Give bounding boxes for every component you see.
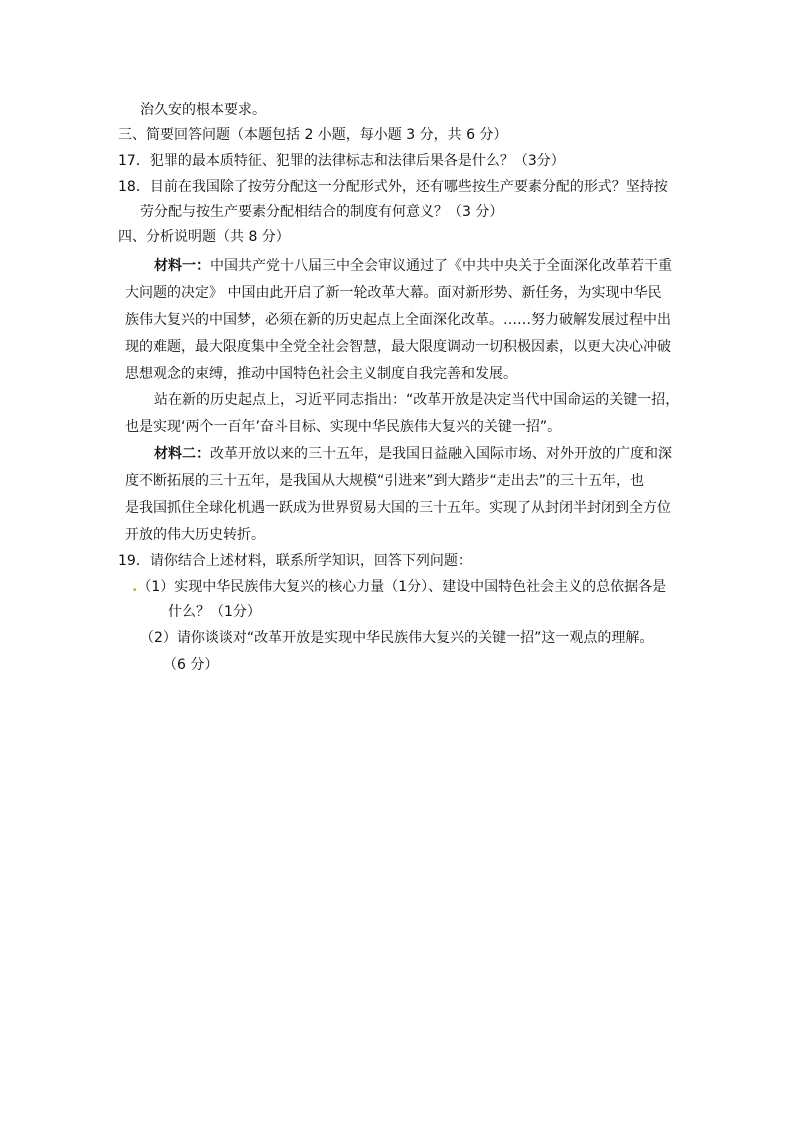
text-line: 站在新的历史起点上，习近平同志指出：“改革开放是决定当代中国命运的关键一招， — [154, 392, 680, 408]
question-18: 18．目前在我国除了按劳分配这一分配形式外，还有哪些按生产要素分配的形式？坚持按 — [118, 179, 668, 195]
text-line: 思想观念的束缚，推动中国特色社会主义制度自我完善和发展。 — [125, 366, 517, 382]
section-heading: 四、分析说明题（共 8 分） — [118, 229, 290, 245]
section-heading: 三、简要回答问题（本题包括 2 小题，每小题 3 分，共 6 分） — [118, 127, 508, 143]
text-line: 劳分配与按生产要素分配相结合的制度有何意义？（3 分） — [140, 204, 504, 220]
text-line: 是我国抓住全球化机遇一跃成为世界贸易大国的三十五年。实现了从封闭半封闭到全方位 — [125, 500, 671, 516]
text-line: 现的难题，最大限度集中全党全社会智慧，最大限度调动一切积极因素，以更大决心冲破 — [125, 339, 671, 355]
question-19: 19．请你结合上述材料，联系所学知识，回答下列问题： — [118, 553, 472, 569]
text-line: 开放的伟大历史转折。 — [125, 527, 265, 543]
text-line: 大问题的决定》 中国由此开启了新一轮改革大幕。面对新形势、新任务，为实现中华民 — [125, 285, 662, 301]
mark-dot: . — [132, 579, 138, 595]
text-line: 也是实现‘两个一百年’奋斗目标、实现中华民族伟大复兴的关键一招”。 — [125, 419, 562, 435]
material-label: 材料一： — [154, 258, 210, 274]
material-one-line — [154, 256, 672, 276]
text-line: 度不断拓展的三十五年，是我国从大规模“引进来”到大踏步“走出去”的三十五年，也 — [125, 473, 645, 489]
sub-question-text: （1）实现中华民族伟大复兴的核心力量（1分）、建设中国特色社会主义的总依据各是 — [137, 579, 667, 595]
text-line: 治久安的根本要求。 — [140, 102, 266, 118]
question-17: 17．犯罪的最本质特征、犯罪的法律标志和法律后果各是什么？（3分） — [118, 153, 565, 169]
text-line: （6 分） — [163, 657, 219, 673]
sub-question-2: （2）请你谈谈对“改革开放是实现中华民族伟大复兴的关键一招”这一观点的理解。 — [140, 630, 654, 646]
text-line: 族伟大复兴的中国梦，必须在新的历史起点上全面深化改革。……努力破解发展过程中出 — [125, 312, 671, 328]
material-text: 中国共产党十八届三中全会审议通过了《中共中央关于全面深化改革若干重 — [210, 258, 672, 274]
text-line: 什么？（1分） — [168, 604, 261, 620]
material-two-line — [154, 444, 672, 464]
material-text: 改革开放以来的三十五年，是我国日益融入国际市场、对外开放的广度和深 — [210, 446, 672, 462]
sub-question-1 — [132, 577, 666, 597]
material-label: 材料二： — [154, 446, 210, 462]
